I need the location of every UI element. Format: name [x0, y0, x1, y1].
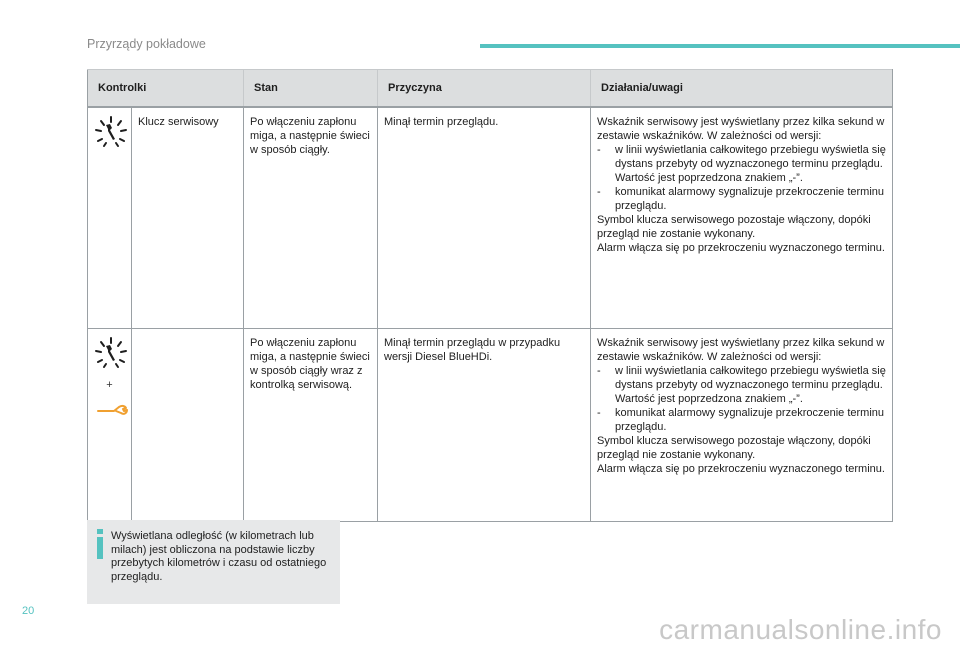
action-note: Alarm włącza się po przekroczeniu wyznaczonego terminu.	[597, 242, 885, 254]
table-row	[88, 328, 893, 521]
action-bullet: - w linii wyświetlania całkowitego przebiegu wyświetla się dystans przebyty od wyznaczonego terminu przeglądu. Wartość jest poprzedzona znakiem „-”.	[597, 144, 886, 184]
table-header-row	[88, 70, 893, 108]
info-icon	[96, 529, 104, 559]
cause-cell: Minął termin przeglądu.	[378, 107, 591, 328]
action-cell	[591, 328, 893, 521]
state-cell: Po włączeniu zapłonu miga, a następnie świeci w sposób ciągły.	[244, 107, 378, 328]
action-cell	[591, 107, 893, 328]
service-wrench-warning-icon	[94, 115, 128, 149]
state-cell: Po włączeniu zapłonu miga, a następnie świeci w sposób ciągły wraz z kontrolką serwisową.	[244, 328, 378, 521]
warning-light-name	[132, 328, 244, 521]
action-bullet: - komunikat alarmowy sygnalizuje przekroczenie terminu przeglądu.	[597, 406, 885, 433]
column-header-stan: Stan	[244, 70, 378, 108]
warning-light-cell	[88, 328, 132, 521]
info-note-box	[87, 520, 340, 604]
watermark: carmanualsonline.info	[659, 614, 942, 645]
column-header-przyczyna: Przyczyna	[378, 70, 591, 108]
table-row	[88, 107, 893, 328]
service-wrench-warning-icon	[94, 336, 128, 370]
column-header-kontrolki: Kontrolki	[88, 70, 244, 108]
header-accent-bar	[480, 44, 960, 48]
info-note-text: Wyświetlana odległość (w kilometrach lub milach) jest obliczona na podstawie liczby przebytych kilometrów i czasu od ostatniego przeglądu.	[111, 530, 327, 583]
action-intro: Wskaźnik serwisowy jest wyświetlany przez kilka sekund w zestawie wskaźników. W zależności od wersji:	[597, 336, 885, 363]
action-intro: Wskaźnik serwisowy jest wyświetlany przez kilka sekund w zestawie wskaźników. W zależności od wersji:	[597, 116, 885, 142]
warning-light-name: Klucz serwisowy	[132, 107, 244, 328]
action-note: Symbol klucza serwisowego pozostaje włączony, dopóki przegląd nie zostanie wykonany.	[597, 434, 871, 461]
action-note: Alarm włącza się po przekroczeniu wyznaczonego terminu.	[597, 462, 885, 475]
action-note: Symbol klucza serwisowego pozostaje włączony, dopóki przegląd nie zostanie wykonany.	[597, 214, 871, 240]
warning-lights-table	[87, 69, 893, 522]
action-bullet: - komunikat alarmowy sygnalizuje przekroczenie terminu przeglądu.	[597, 186, 885, 212]
cause-cell: Minął termin przeglądu w przypadku wersji Diesel BlueHDi.	[378, 328, 591, 521]
page-section-title: Przyrządy pokładowe	[87, 37, 206, 51]
action-bullet: - w linii wyświetlania całkowitego przebiegu wyświetla się dystans przebyty od wyznaczonego terminu przeglądu. Wartość jest poprzedzona znakiem „-”.	[597, 364, 886, 405]
service-wrench-orange-icon	[94, 394, 130, 416]
warning-light-cell	[88, 107, 132, 328]
column-header-dzialania: Działania/uwagi	[591, 70, 893, 108]
page-number: 20	[22, 605, 35, 617]
plus-sign: +	[106, 378, 113, 391]
